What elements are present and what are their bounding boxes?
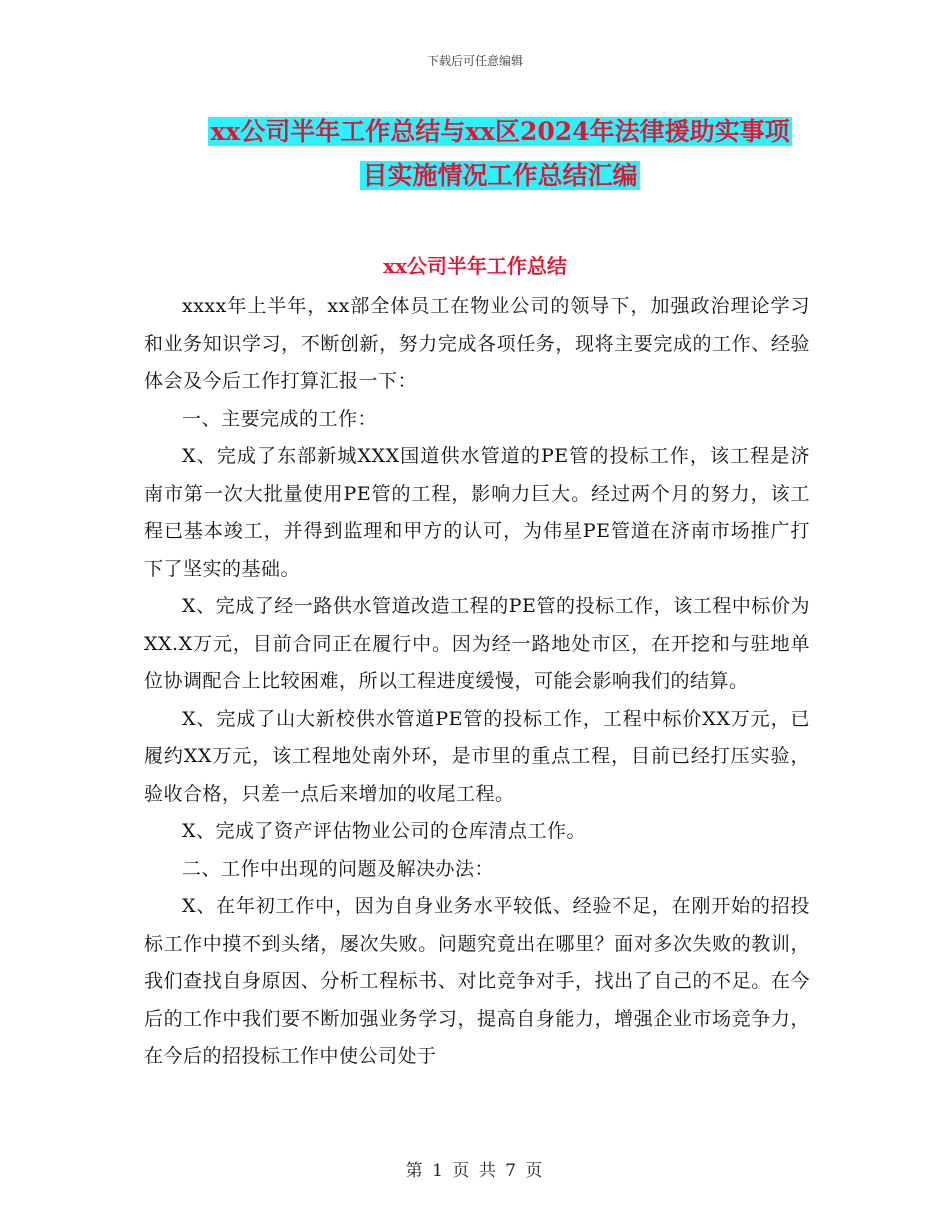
paragraph: 二、工作中出现的问题及解决办法： (182, 857, 495, 880)
document-body (144, 288, 810, 1076)
section-title: xx公司半年工作总结 (383, 254, 567, 278)
page-header-note: 下载后可任意编辑 (426, 54, 523, 68)
paragraph: X、完成了山大新校供水管道PE管的投标工作，工程中标价XX万元，已履约XX万元，该工程地处南外环，是市里的重点工程，目前已经打压实验，验收合格，只差一点后来增加的收尾工程。 (144, 707, 810, 805)
paragraph: X、完成了经一路供水管道改造工程的PE管的投标工作，该工程中标价为XX.X万元，目前合同正在履行中。因为经一路地处市区，在开挖和与驻地单位协调配合上比较困难，所以工程进度缓慢，可能会影响我们的结算。 (144, 595, 810, 692)
page-number: 第 1 页 共 7 页 (405, 1161, 545, 1181)
paragraph: X、完成了东部新城XXX国道供水管道的PE管的投标工作，该工程是济南市第一次大批量使用PE管的工程，影响力巨大。经过两个月的努力，该工程已基本竣工，并得到监理和甲方的认可，为伟星PE管道在济南市场推广打下了坚实的基础。 (144, 445, 810, 580)
paragraph: X、在年初工作中，因为自身业务水平较低、经验不足，在刚开始的招投标工作中摸不到头绪，屡次失败。问题究竟出在哪里？面对多次失败的教训，我们查找自身原因、分析工程标书、对比竞争对手，找出了自己的不足。在今后的工作中我们要不断加强业务学习，提高自身能力，增强企业市场竞争力，在今后的招投标工作中使公司处于 (144, 895, 810, 1067)
document-title-line-1: xx公司半年工作总结与xx区2024年法律援助实事项 (210, 117, 790, 146)
document-title-line-2: 目实施情况工作总结汇编 (362, 161, 638, 190)
paragraph: xxxx年上半年，xx部全体员工在物业公司的领导下，加强政治理论学习和业务知识学习，不断创新，努力完成各项任务，现将主要完成的工作、经验体会及今后工作打算汇报一下： (144, 295, 810, 392)
paragraph: 一、主要完成的工作： (182, 407, 378, 430)
document-title (140, 110, 860, 198)
paragraph: X、完成了资产评估物业公司的仓库清点工作。 (182, 820, 587, 842)
